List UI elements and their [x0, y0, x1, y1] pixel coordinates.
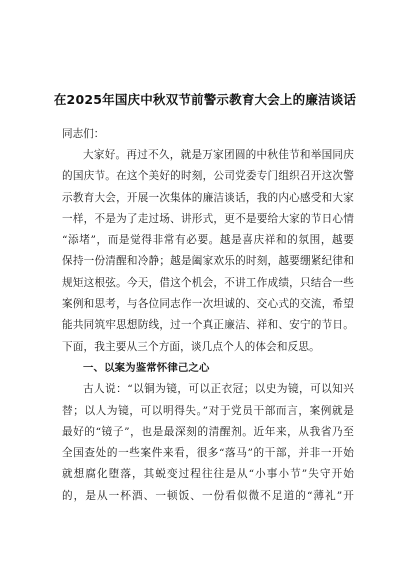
paragraph-line: 的，是从一杯酒、一顿饭、一份看似微不足道的“薄礼”开	[62, 489, 354, 502]
paragraph-line: 规矩这根弦。今天，借这个机会，不讲工作成绩，只结合一些	[62, 276, 354, 289]
paragraph-line: “添堵”，而是觉得非常有必要。越是喜庆祥和的氛围，越要	[62, 234, 354, 247]
paragraph-line: 替；以人为镜，可以明得失。”对于党员干部而言，案例就是	[62, 404, 354, 417]
paragraph-line: 古人说：“以铜为镜，可以正衣冠；以史为镜，可以知兴	[83, 383, 354, 396]
paragraph-line: 就想腐化堕落，其蜕变过程往往是从“小事小节”失守开始	[62, 468, 354, 481]
paragraph-line: 示教育大会，开展一次集体的廉洁谈话，我的内心感受和大家	[62, 191, 354, 204]
salutation: 同志们：	[62, 128, 105, 140]
paragraph-line: 一样，不是为了走过场、讲形式，更不是要给大家的节日心情	[62, 212, 354, 225]
paragraph-line: 保持一份清醒和冷静；越是阖家欢乐的时刻，越要绷紧纪律和	[62, 255, 354, 268]
paragraph-line: 最好的“镜子”，也是最深刻的清醒剂。近年来，从我省乃至	[62, 425, 354, 438]
document-title: 在2025年国庆中秋双节前警示教育大会上的廉洁谈话	[53, 92, 357, 107]
section-heading: 一、以案为鉴常怀律己之心	[83, 361, 210, 374]
paragraph-line: 案例和思考，与各位同志作一次坦诚的、交心式的交流，希望	[62, 298, 354, 311]
paragraph-line: 下面，我主要从三个方面，谈几点个人的体会和反思。	[62, 340, 320, 353]
paragraph-line: 大家好。再过不久，就是万家团圆的中秋佳节和举国同庆	[83, 149, 354, 161]
paragraph-line: 的国庆节。在这个美好的时刻，公司党委专门组织召开这次警	[62, 170, 354, 183]
paragraph-line: 能共同筑牢思想防线，过一个真正廉洁、祥和、安宁的节日。	[62, 319, 354, 332]
paragraph-line: 全国查处的一些案件来看，很多“落马”的干部，并非一开始	[62, 447, 354, 460]
paragraph-intro	[62, 145, 354, 507]
